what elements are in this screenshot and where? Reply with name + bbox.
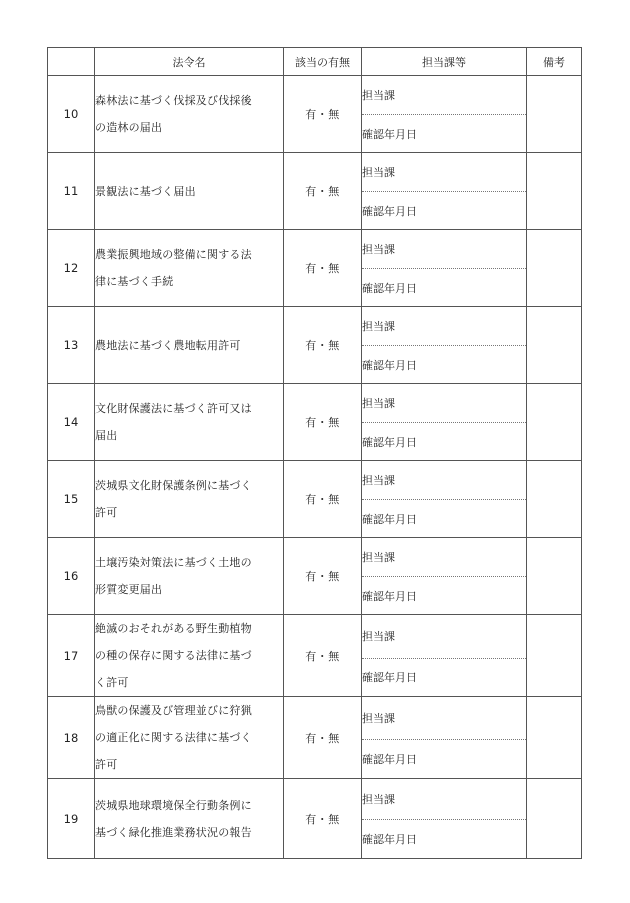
confirmation-date-field[interactable]: 確認年月日	[362, 192, 527, 230]
applicable-choice[interactable]: 有・無	[284, 76, 362, 153]
applicable-choice[interactable]: 有・無	[284, 307, 362, 384]
confirmation-date-field[interactable]: 確認年月日	[362, 115, 527, 153]
department-field[interactable]: 担当課	[362, 461, 527, 500]
law-name-line: く許可	[95, 676, 129, 689]
law-name-line: 律に基づく手続	[95, 275, 174, 288]
table-body	[48, 76, 582, 859]
remarks-field[interactable]	[527, 307, 582, 384]
remarks-field[interactable]	[527, 461, 582, 538]
confirmation-date-field[interactable]: 確認年月日	[362, 500, 527, 538]
table-row	[48, 153, 582, 192]
table-row	[48, 461, 582, 500]
confirmation-date-field[interactable]: 確認年月日	[362, 577, 527, 615]
law-name-line: 絶滅のおそれがある野生動植物	[95, 622, 252, 635]
confirmation-date-field[interactable]: 確認年月日	[362, 658, 527, 696]
table-row	[48, 697, 582, 740]
remarks-field[interactable]	[527, 230, 582, 307]
law-name-cell	[95, 230, 284, 307]
applicable-choice[interactable]: 有・無	[284, 230, 362, 307]
department-field[interactable]: 担当課	[362, 230, 527, 269]
confirmation-date-field[interactable]: 確認年月日	[362, 269, 527, 307]
department-field[interactable]: 担当課	[362, 697, 527, 740]
row-number: 14	[48, 384, 95, 461]
header-department: 担当課等	[362, 48, 527, 76]
law-name-line: の適正化に関する法律に基づく	[95, 731, 252, 744]
applicable-choice[interactable]: 有・無	[284, 461, 362, 538]
remarks-field[interactable]	[527, 538, 582, 615]
department-field[interactable]: 担当課	[362, 307, 527, 346]
applicable-choice[interactable]: 有・無	[284, 538, 362, 615]
confirmation-date-field[interactable]: 確認年月日	[362, 820, 527, 859]
table-row	[48, 76, 582, 115]
law-name-line: の種の保存に関する法律に基づ	[95, 649, 252, 662]
table-row	[48, 538, 582, 577]
law-name-cell	[95, 153, 284, 230]
remarks-field[interactable]	[527, 76, 582, 153]
header-remarks: 備考	[527, 48, 582, 76]
law-name-cell	[95, 697, 284, 779]
remarks-field[interactable]	[527, 779, 582, 859]
applicable-choice[interactable]: 有・無	[284, 779, 362, 859]
law-name-line: 農地法に基づく農地転用許可	[95, 338, 241, 352]
department-field[interactable]: 担当課	[362, 76, 527, 115]
law-name-line: 基づく緑化推進業務状況の報告	[95, 825, 252, 839]
law-name-line: 文化財保護法に基づく許可又は	[95, 402, 252, 415]
department-field[interactable]: 担当課	[362, 538, 527, 577]
applicable-choice[interactable]: 有・無	[284, 615, 362, 697]
row-number: 12	[48, 230, 95, 307]
row-number: 19	[48, 779, 95, 859]
department-field[interactable]: 担当課	[362, 615, 527, 659]
law-name-line: 形質変更届出	[95, 583, 163, 596]
law-name-line: 茨城県文化財保護条例に基づく	[95, 479, 252, 492]
law-name-line: 鳥獣の保護及び管理並びに狩猟	[95, 704, 252, 717]
table-row	[48, 307, 582, 346]
table-row	[48, 779, 582, 820]
department-field[interactable]: 担当課	[362, 153, 527, 192]
remarks-field[interactable]	[527, 384, 582, 461]
row-number: 15	[48, 461, 95, 538]
law-name-line: 届出	[95, 429, 118, 442]
applicable-choice[interactable]: 有・無	[284, 153, 362, 230]
row-number: 13	[48, 307, 95, 384]
confirmation-date-field[interactable]: 確認年月日	[362, 740, 527, 779]
row-number: 10	[48, 76, 95, 153]
table-row	[48, 230, 582, 269]
law-name-cell	[95, 307, 284, 384]
row-number: 18	[48, 697, 95, 779]
remarks-field[interactable]	[527, 697, 582, 779]
header-row	[48, 48, 582, 76]
law-name-cell	[95, 384, 284, 461]
department-field[interactable]: 担当課	[362, 384, 527, 423]
header-number	[48, 48, 95, 76]
remarks-field[interactable]	[527, 153, 582, 230]
law-name-line: の造林の届出	[95, 121, 163, 134]
law-name-line: 森林法に基づく伐採及び伐採後	[95, 94, 252, 107]
law-name-cell	[95, 461, 284, 538]
remarks-field[interactable]	[527, 615, 582, 697]
header-applicable: 該当の有無	[284, 48, 362, 76]
applicable-choice[interactable]: 有・無	[284, 697, 362, 779]
confirmation-date-field[interactable]: 確認年月日	[362, 423, 527, 461]
applicable-choice[interactable]: 有・無	[284, 384, 362, 461]
law-name-line: 茨城県地球環境保全行動条例に	[95, 798, 252, 812]
law-name-cell	[95, 538, 284, 615]
confirmation-date-field[interactable]: 確認年月日	[362, 346, 527, 384]
header-law-name: 法令名	[95, 48, 284, 76]
law-name-line: 景観法に基づく届出	[95, 184, 196, 198]
law-name-cell	[95, 779, 284, 859]
law-checklist-table	[47, 47, 582, 859]
department-field[interactable]: 担当課	[362, 779, 527, 820]
table-row	[48, 615, 582, 659]
law-name-cell	[95, 615, 284, 697]
law-name-cell	[95, 76, 284, 153]
law-name-line: 土壌汚染対策法に基づく土地の	[95, 556, 252, 569]
row-number: 16	[48, 538, 95, 615]
row-number: 11	[48, 153, 95, 230]
law-name-line: 許可	[95, 506, 118, 519]
table-row	[48, 384, 582, 423]
law-name-line: 農業振興地域の整備に関する法	[95, 248, 252, 261]
law-name-line: 許可	[95, 758, 118, 771]
row-number: 17	[48, 615, 95, 697]
